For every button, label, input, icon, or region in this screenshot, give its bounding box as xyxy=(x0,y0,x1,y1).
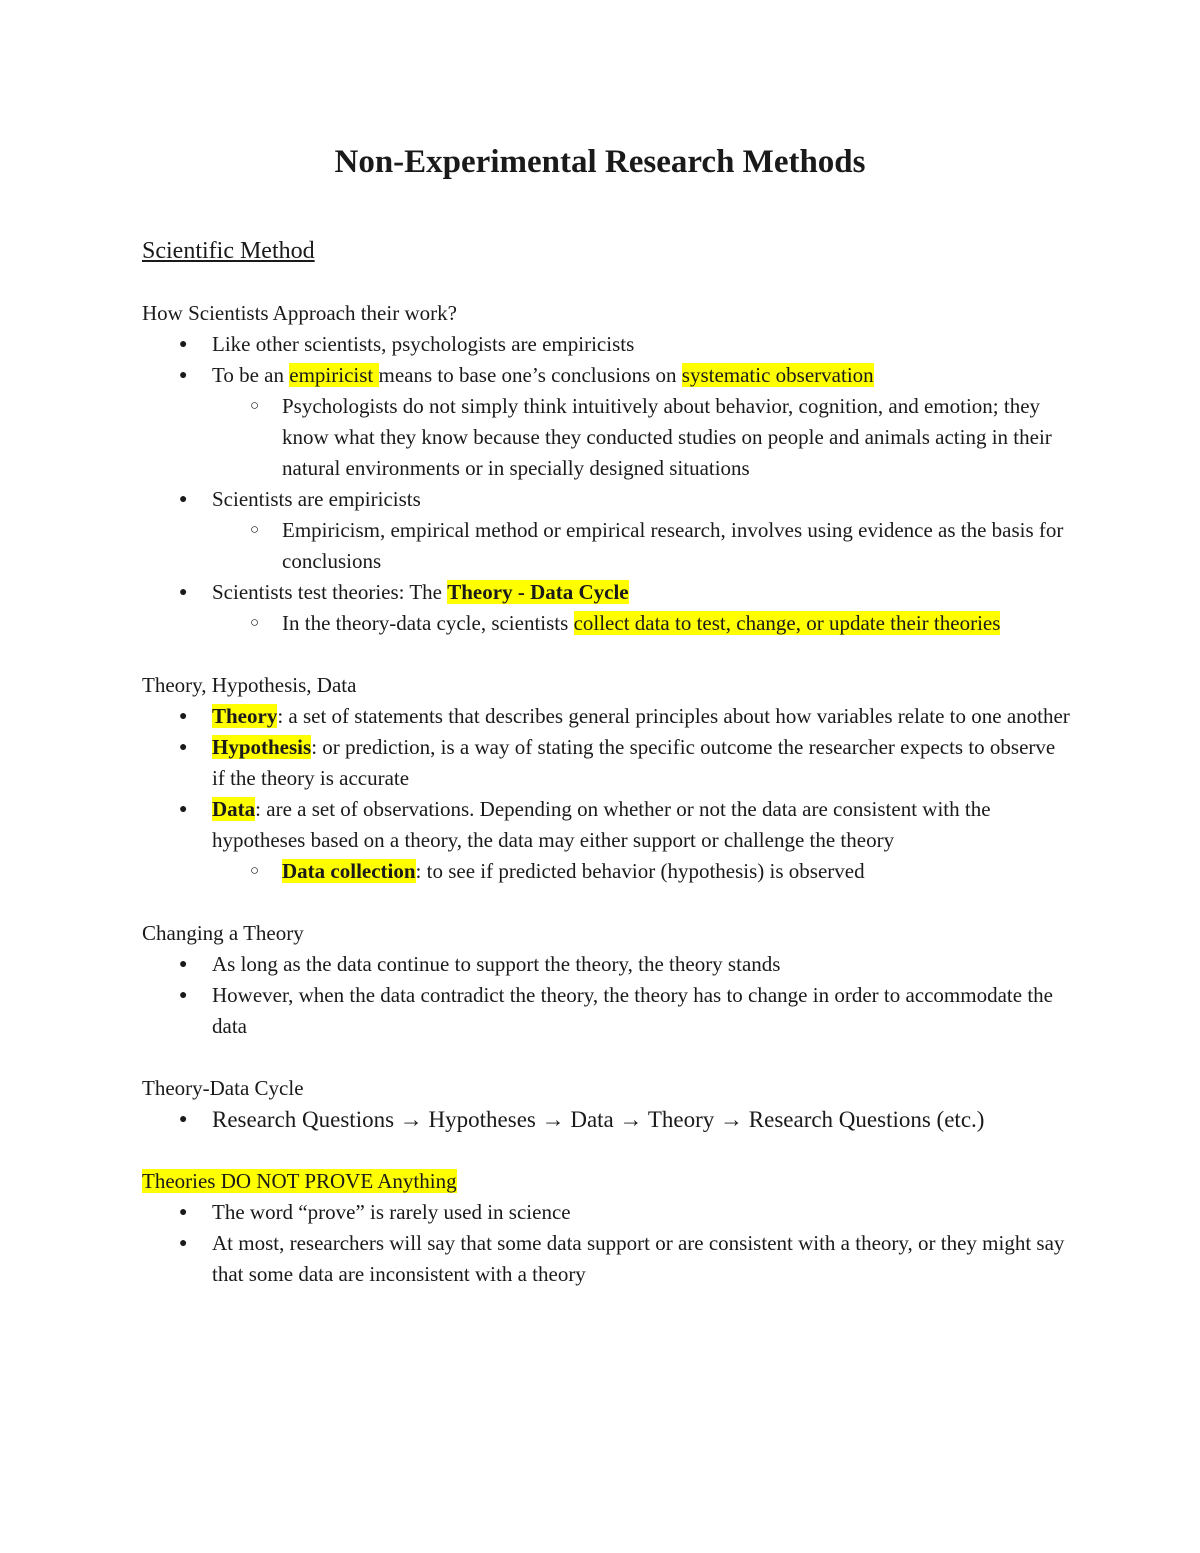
thd-list xyxy=(142,701,1072,887)
list-item: ● Scientists are empiricists xyxy=(142,484,1072,515)
term-hypothesis: Hypothesis xyxy=(212,735,312,759)
subhead-theory-hypothesis-data: Theory, Hypothesis, Data xyxy=(142,673,357,697)
document-body xyxy=(142,236,1072,1290)
list-item: ● As long as the data continue to support the theory, the theory stands xyxy=(142,949,1072,980)
list-item: ● To be an empiricist means to base one’s conclusions on systematic observation xyxy=(142,360,1072,391)
highlight: Theory - Data Cycle xyxy=(447,580,629,604)
list-item: ● Research Questions → Hypotheses → Data → Theory → Research Questions (etc.) xyxy=(142,1104,1072,1135)
sub-list-item: ○ Data collection: to see if predicted behavior (hypothesis) is observed xyxy=(142,856,1072,887)
sub-list-item: ○ In the theory-data cycle, scientists collect data to test, change, or update their theories xyxy=(142,608,1072,639)
changing-list xyxy=(142,949,1072,1042)
approach-list xyxy=(142,329,1072,639)
term-data-collection: Data collection xyxy=(282,859,416,883)
subhead-theory-data-cycle: Theory-Data Cycle xyxy=(142,1076,304,1100)
subhead-approach: How Scientists Approach their work? xyxy=(142,301,457,325)
list-item: ● The word “prove” is rarely used in science xyxy=(142,1197,1072,1228)
highlight: collect data to test, change, or update their theories xyxy=(573,611,1001,635)
term-theory: Theory xyxy=(212,704,278,728)
list-item: ● Theory: a set of statements that describes general principles about how variables relate to one another xyxy=(142,701,1072,732)
highlight: Theories DO NOT PROVE Anything xyxy=(142,1169,457,1193)
page-title: Non-Experimental Research Methods xyxy=(334,144,866,180)
term-data: Data xyxy=(212,797,256,821)
list-item: ● At most, researchers will say that some data support or are consistent with a theory, or they might say that some data are inconsistent with a theory xyxy=(142,1228,1072,1290)
highlight: systematic observation xyxy=(681,363,874,387)
cycle-list xyxy=(142,1104,1072,1135)
section-heading-scientific-method: Scientific Method xyxy=(142,238,315,264)
sub-list-item: ○ Empiricism, empirical method or empirical research, involves using evidence as the basis for conclusions xyxy=(142,515,1072,577)
prove-list xyxy=(142,1197,1072,1290)
highlight: empiricist xyxy=(289,363,379,387)
list-item: ● However, when the data contradict the theory, the theory has to change in order to accommodate the data xyxy=(142,980,1072,1042)
subhead-theories-do-not-prove xyxy=(142,1166,1072,1197)
list-item: ● Data: are a set of observations. Depending on whether or not the data are consistent with the hypotheses based on a theory, the data may either support or challenge the theory xyxy=(142,794,1072,856)
list-item: ● Hypothesis: or prediction, is a way of stating the specific outcome the researcher expects to observe if the theory is accurate xyxy=(142,732,1072,794)
subhead-changing-theory: Changing a Theory xyxy=(142,921,304,945)
list-item: ● Like other scientists, psychologists are empiricists xyxy=(142,329,1072,360)
sub-list-item: ○ Psychologists do not simply think intuitively about behavior, cognition, and emotion; they know what they know because they conducted studies on people and animals acting in their natural environments or in specially designed situations xyxy=(142,391,1072,484)
list-item: ● Scientists test theories: The Theory - Data Cycle xyxy=(142,577,1072,608)
